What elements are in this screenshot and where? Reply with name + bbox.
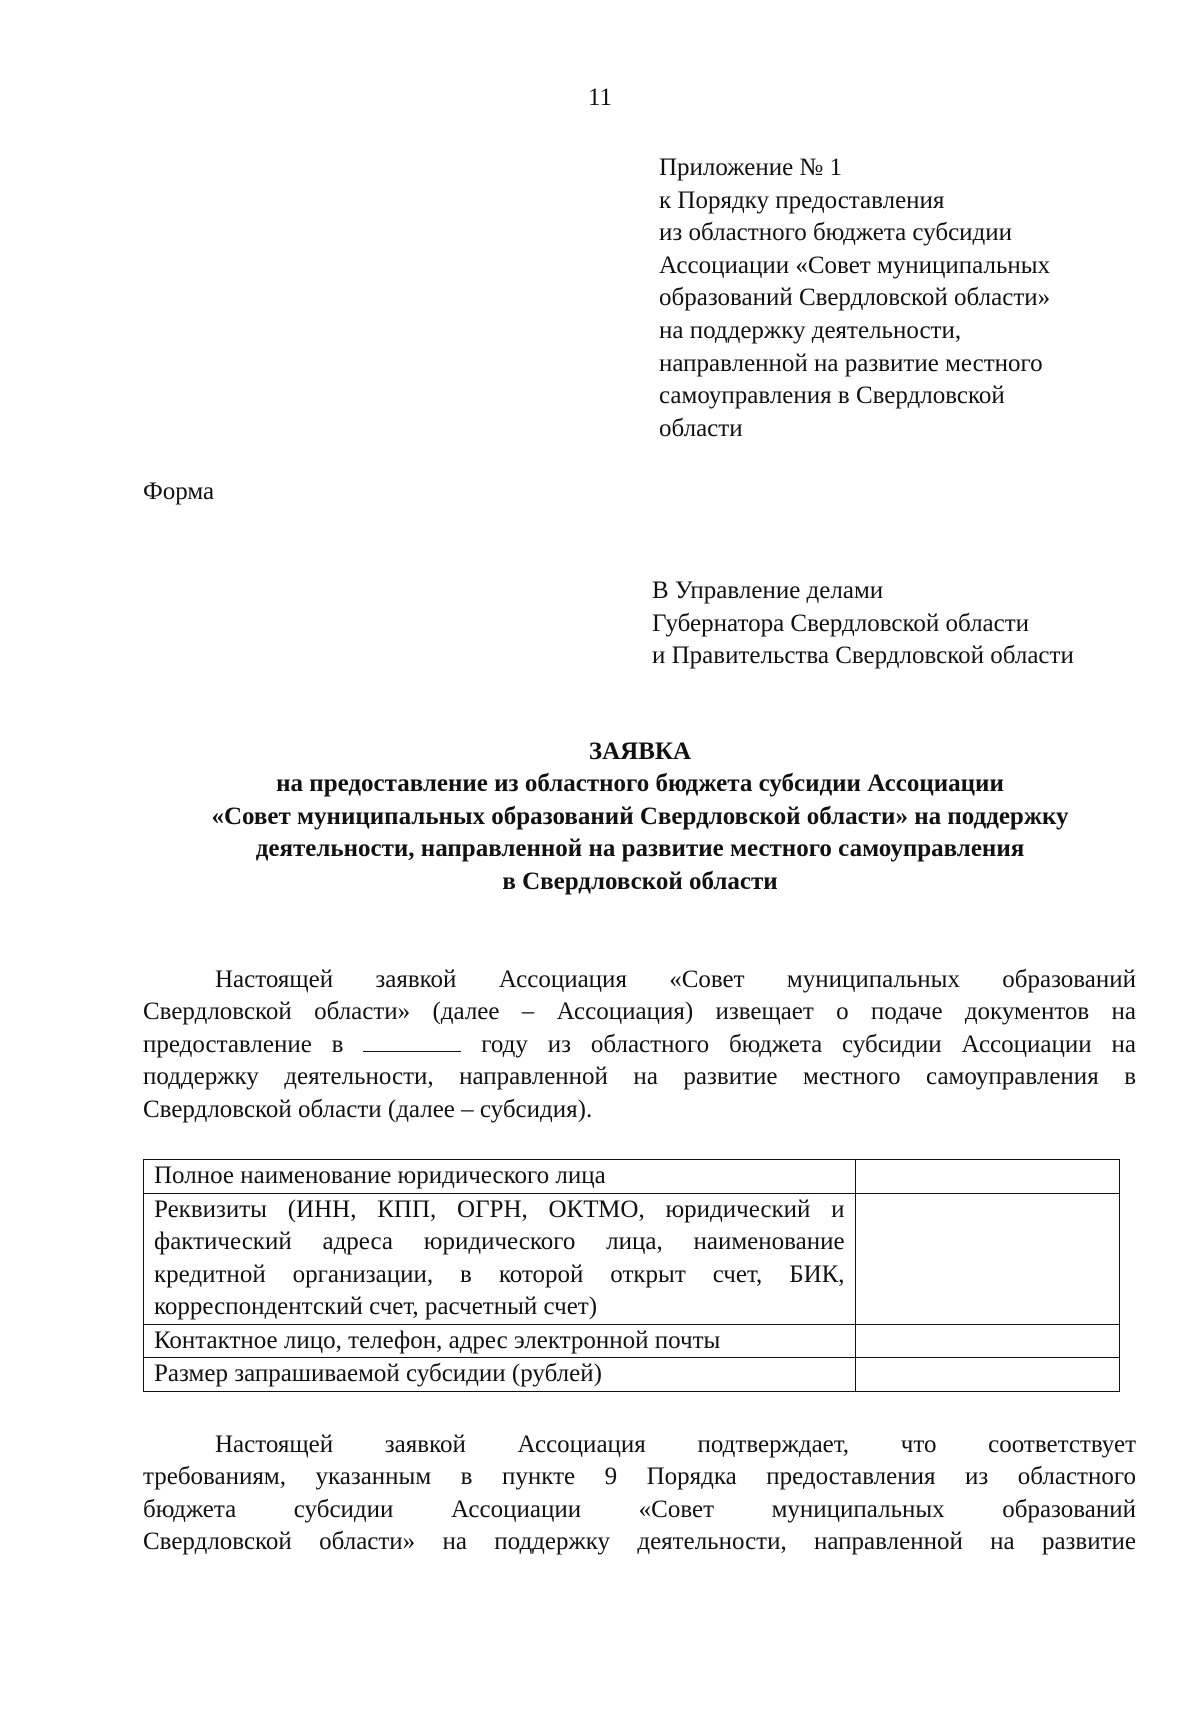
table-value-cell[interactable] [855,1324,1119,1358]
intro-paragraph [143,964,1136,1126]
appendix-line: Приложение № 1 [659,154,843,181]
table-label-line: Реквизиты (ИНН, КПП, ОГРН, ОКТМО, юридический и [154,1195,845,1223]
addressee-block [652,575,1074,673]
form-label: Форма [143,478,215,505]
appendix-line: направленной на развитие местного [659,349,1043,377]
appendix-reference [659,152,1050,445]
paragraph-line: бюджета субсидии Ассоциации «Совет муниципальных образований [143,1495,1136,1523]
addressee-line: Губернатора Свердловской области [652,609,1030,637]
table-value-cell[interactable] [855,1160,1119,1194]
table-label-cell [144,1160,856,1194]
title-line: деятельности, направленной на развитие местного самоуправления [255,835,1025,863]
appendix-line: образований Свердловской области» [659,284,1051,312]
appendix-line: Ассоциации «Совет муниципальных [659,251,1051,279]
table-label-line: Контактное лицо, телефон, адрес электронной почты [154,1326,721,1354]
paragraph-line: Свердловской области» на поддержку деятельности, направленной на развитие [143,1528,1136,1556]
year-blank-field[interactable] [363,1031,461,1052]
paragraph-line: Свердловской области (далее – субсидия). [143,1095,593,1123]
applicant-details-table [143,1159,1120,1392]
page-number: 11 [587,84,613,111]
appendix-line: самоуправления в Свердловской [659,382,1005,410]
table-label-line: корреспондентский счет, расчетный счет) [154,1293,598,1320]
appendix-line: к Порядку предоставления [659,186,945,214]
table-label-cell [144,1324,856,1358]
table-label-line: кредитной организации, в которой открыт счет, БИК, [154,1260,845,1288]
title-heading: ЗАЯВКА [588,738,692,765]
addressee-line: и Правительства Свердловской области [652,642,1074,670]
paragraph-line: Свердловской области» (далее – Ассоциация) извещает о подаче документов на [143,998,1136,1026]
table-label-cell [144,1358,856,1392]
paragraph-line: требованиям, указанным в пункте 9 Порядка предоставления из областного [143,1463,1136,1491]
paragraph-text: предоставление в [143,1030,344,1058]
title-line: на предоставление из областного бюджета субсидии Ассоциации [276,770,1004,798]
paragraph-text: году из областного бюджета субсидии Ассоциации на [481,1030,1136,1058]
table-value-cell[interactable] [855,1193,1119,1324]
table-row [144,1324,1120,1358]
appendix-line: из областного бюджета субсидии [659,219,1013,247]
confirmation-paragraph [143,1429,1136,1559]
title-line: «Совет муниципальных образований Свердловской области» на поддержку [211,802,1069,830]
paragraph-line: поддержку деятельности, направленной на развитие местного самоуправления в [143,1063,1136,1091]
table-value-cell[interactable] [855,1358,1119,1392]
paragraph-line: Настоящей заявкой Ассоциация подтверждает, что соответствует [215,1431,1136,1458]
table-label-cell [144,1193,856,1324]
table-row [144,1193,1120,1324]
title-line: в Свердловской области [502,867,778,895]
addressee-line: В Управление делами [652,577,884,604]
document-title [140,736,1140,898]
table-label-line: фактический адреса юридического лица, наименование [154,1228,845,1255]
table-row [144,1358,1120,1392]
table-row [144,1160,1120,1194]
appendix-line: области [659,414,743,442]
paragraph-line: Настоящей заявкой Ассоциация «Совет муниципальных образований [215,966,1136,993]
appendix-line: на поддержку деятельности, [659,316,962,344]
paragraph-line [143,1029,1136,1061]
table-label-line: Полное наименование юридического лица [154,1162,606,1189]
table-label-line: Размер запрашиваемой субсидии (рублей) [154,1360,602,1387]
